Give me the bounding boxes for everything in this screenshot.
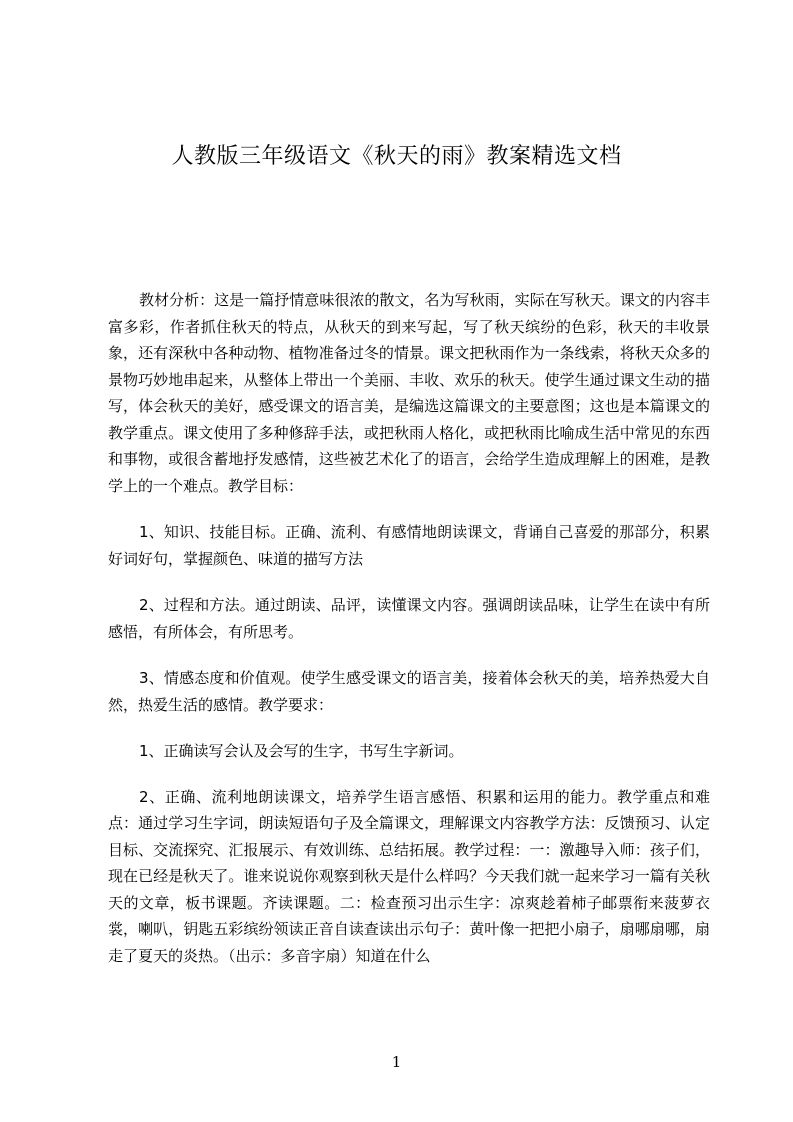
page-number: 1 bbox=[391, 1053, 402, 1071]
paragraph-goal-3: 3、情感态度和价值观。使学生感受课文的语言美，接着体会秋天的美，培养热爱大自然，热爱生活的感情。教学要求： bbox=[108, 669, 710, 714]
paragraph-analysis: 教材分析：这是一篇抒情意味很浓的散文，名为写秋雨，实际在写秋天。课文的内容丰富多彩，作者抓住秋天的特点，从秋天的到来写起，写了秋天缤纷的色彩，秋天的丰收景象，还有深秋中各种动物、植物准备过冬的情景。课文把秋雨作为一条线索，将秋天众多的景物巧妙地串起来，从整体上带出一个美丽、丰收、欢乐的秋天。使学生通过课文生动的描写，体会秋天的美好，感受课文的语言美，是编选这篇课文的主要意图；这也是本篇课文的教学重点。课文使用了多种修辞手法，或把秋雨人格化，或把秋雨比喻成生活中常见的东西和事物，或很含蓄地抒发感情，这些被艺术化了的语言，会给学生造成理解上的困难，是教学上的一个难点。教学目标： bbox=[108, 291, 710, 495]
paragraph-requirement-1: 1、正确读写会认及会写的生字，书写生字新词。 bbox=[139, 742, 464, 760]
paragraph-requirement-2: 2、正确、流利地朗读课文，培养学生语言感悟、积累和运用的能力。教学重点和难点：通过学习生字词，朗读短语句子及全篇课文，理解课文内容教学方法：反馈预习、认定目标、交流探究、汇报展示、有效训练、总结拓展。教学过程：一：激趣导入师：孩子们，现在已经是秋天了。谁来说说你观察到秋天是什么样吗？今天我们就一起来学习一篇有关秋天的文章，板书课题。齐读课题。二：检查预习出示生字：凉爽趁着柿子邮票衔来菠萝衣裳，喇叭，钥匙五彩缤纷领读正音自读查读出示句子：黄叶像一把把小扇子，扇哪扇哪，扇走了夏天的炎热。（出示：多音字扇）知道在什么 bbox=[108, 787, 710, 965]
document-title: 人教版三年级语文《秋天的雨》教案精选文档 bbox=[171, 144, 622, 169]
paragraph-goal-1: 1、知识、技能目标。正确、流利、有感情地朗读课文，背诵自己喜爱的那部分，积累好词好句，掌握颜色、味道的描写方法 bbox=[108, 523, 710, 568]
document-body bbox=[108, 287, 710, 969]
paragraph-goal-2: 2、过程和方法。通过朗读、品评，读懂课文内容。强调朗读品味，让学生在读中有所感悟，有所体会，有所思考。 bbox=[108, 596, 710, 641]
